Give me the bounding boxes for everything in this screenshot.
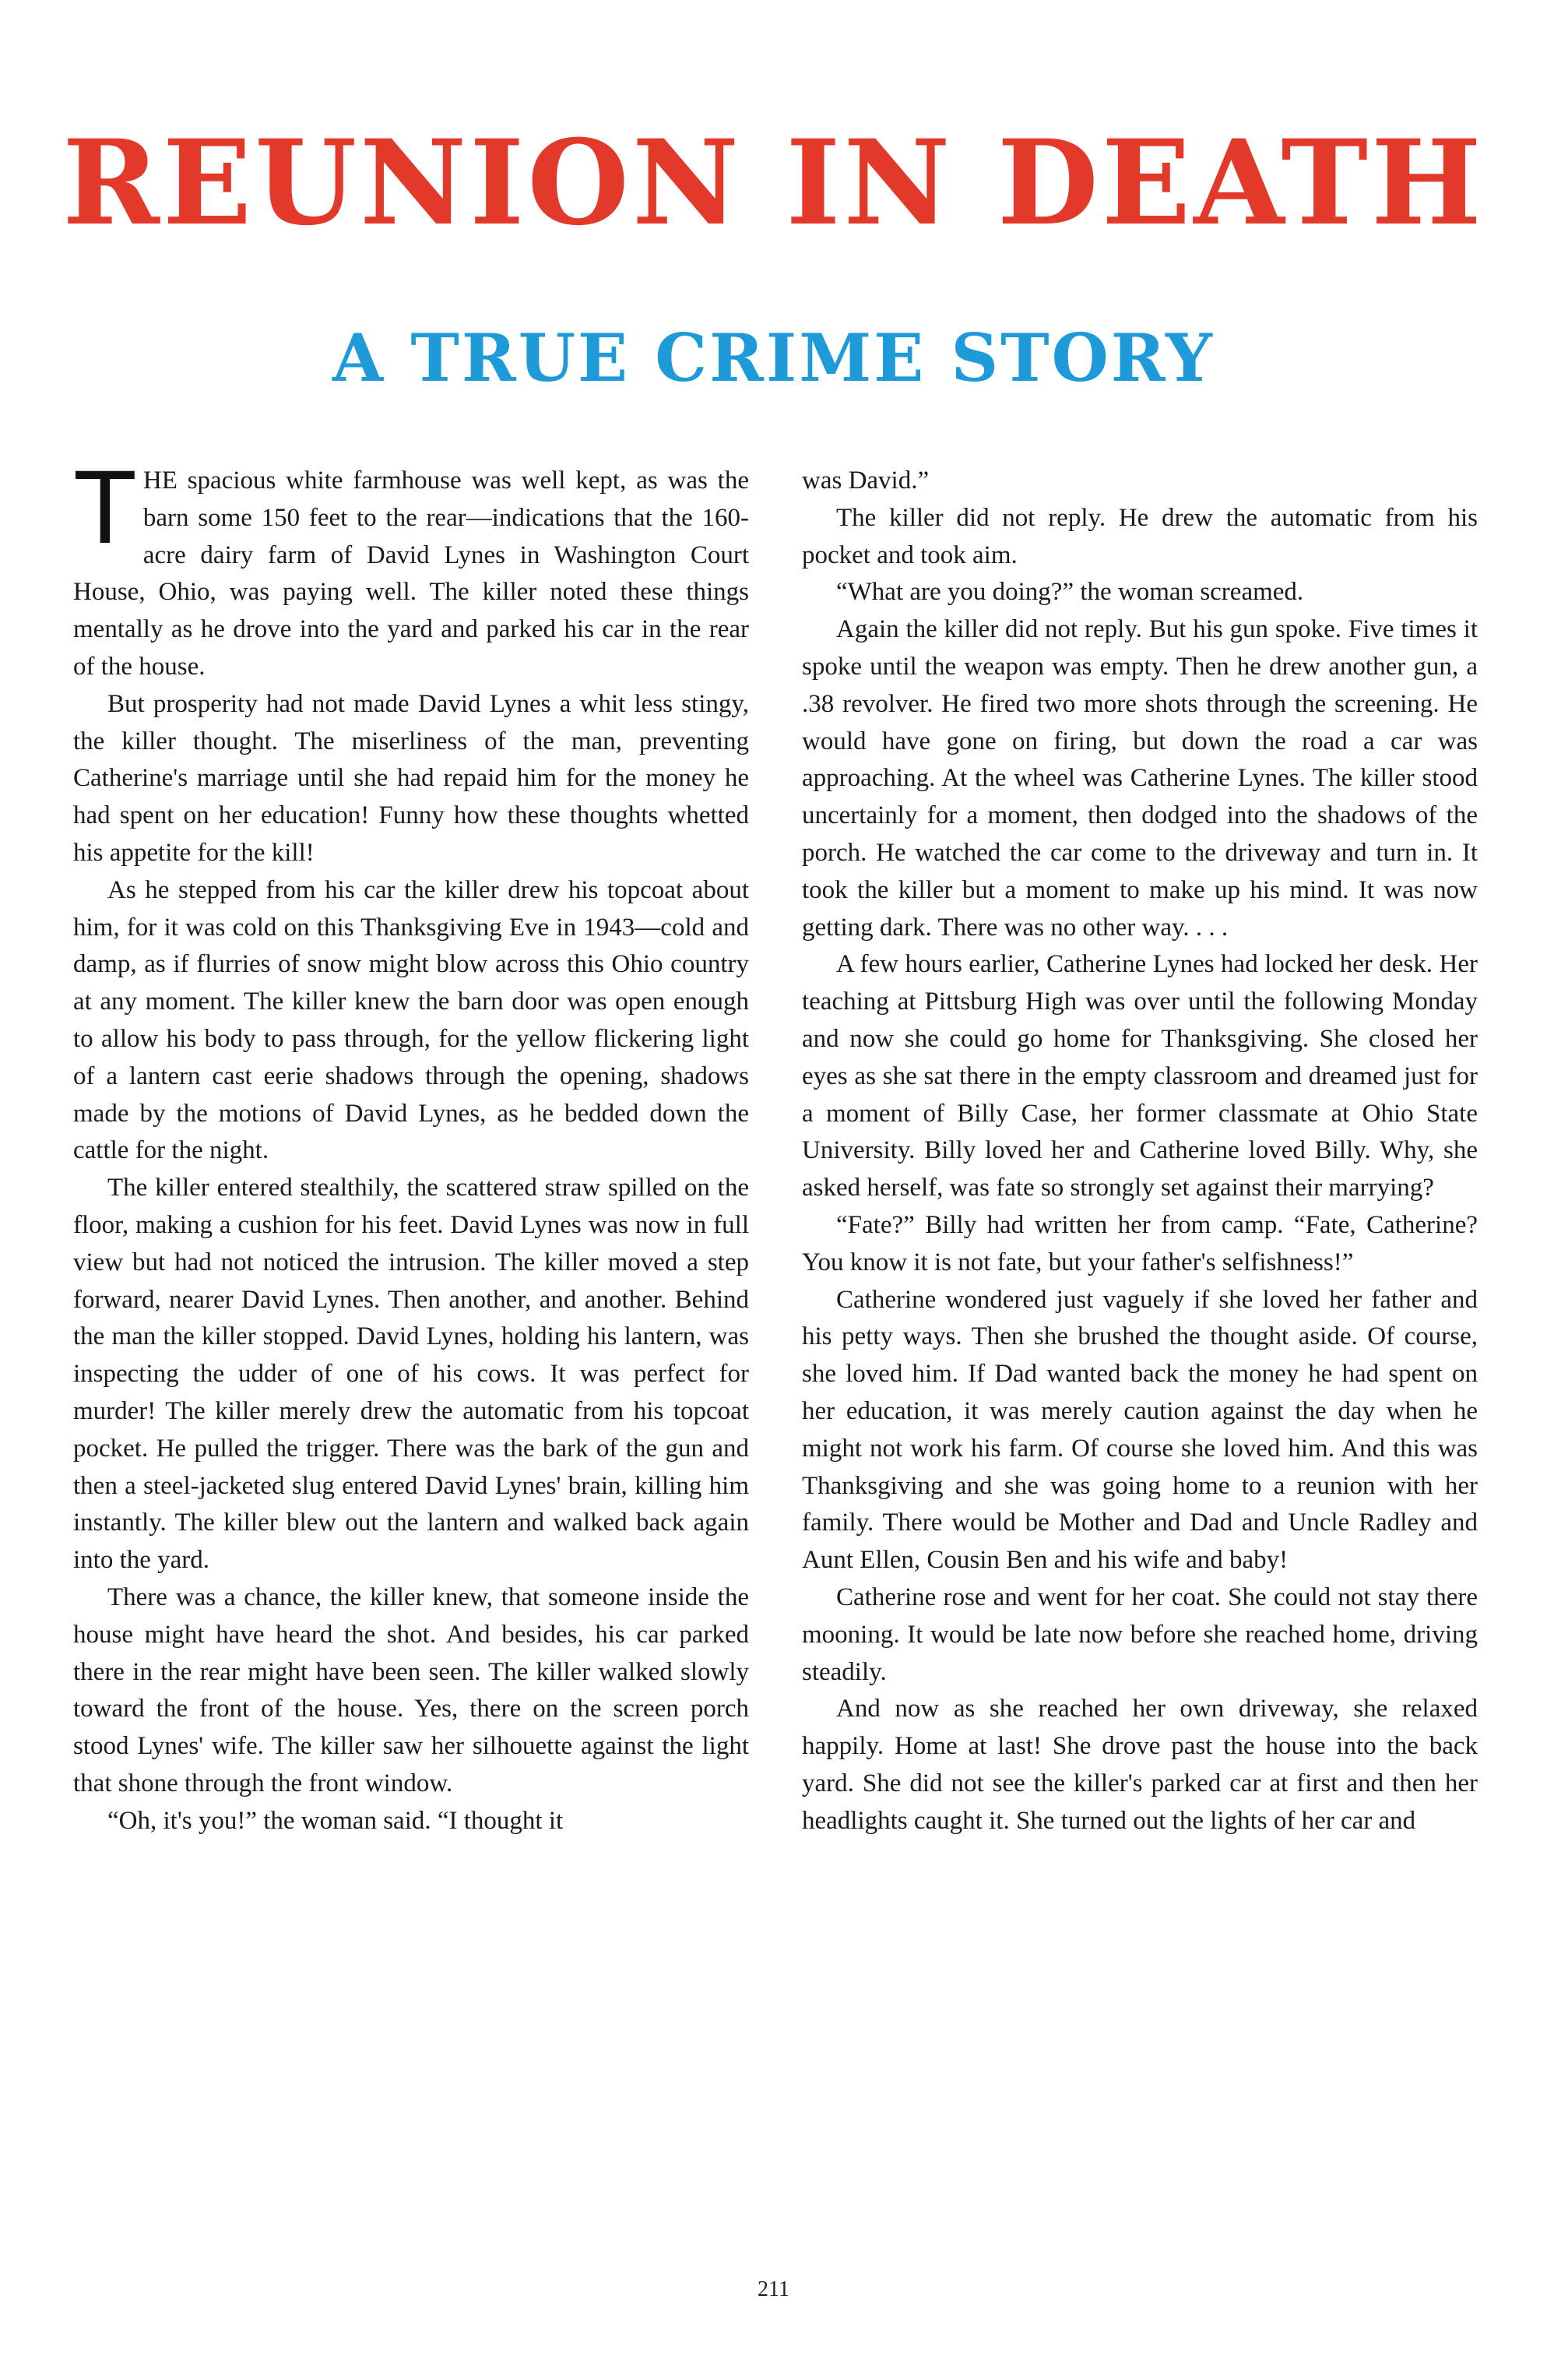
paragraph — [73, 449, 749, 686]
drop-cap: T — [73, 449, 137, 565]
paragraph: And now as she reached her own driveway, she relaxed happily. Home at last! She drove past the house into the back yard. She did not see the killer's parked car at first and then her headlights caught it. She turned out the lights of her car and — [802, 1695, 1478, 1835]
paragraph: “Fate?” Billy had written her from camp. “Fate, Catherine? You know it is not fate, but your father's selfishness!” — [802, 1210, 1478, 1276]
paragraph-text: HE spacious white farmhouse was well kept, as was the barn some 150 feet to the rear—indications that the 160-acre dairy farm of David Lynes in Washington Court House, Ohio, was paying well. The killer noted these things mentally as he drove into the yard and parked his car in the rear of the house. — [73, 466, 749, 681]
paragraph: was David.” — [802, 466, 930, 495]
paragraph: The killer did not reply. He drew the automatic from his pocket and took aim. — [802, 503, 1478, 569]
paragraph: The killer entered stealthily, the scattered straw spilled on the floor, making a cushion for his feet. David Lynes was now in full view but had not noticed the intrusion. The killer moved a step forward, nearer David Lynes. Then another, and another. Behind the man the killer stopped. David Lynes, holding his lantern, was inspecting the udder of one of his cows. It was perfect for murder! The killer merely drew the automatic from his topcoat pocket. He pulled the trigger. There was the bark of the gun and then a steel-jacketed slug entered David Lynes' brain, killing him instantly. The killer blew out the lantern and walked back again into the yard. — [73, 1174, 749, 1575]
paragraph: There was a chance, the killer knew, that someone inside the house might have heard the shot. And besides, his car parked there in the rear might have been seen. The killer walked slowly toward the front of the house. Yes, there on the screen porch stood Lynes' wife. The killer saw her silhouette against the light that shone through the front window. — [73, 1583, 749, 1797]
left-column — [73, 449, 749, 1840]
paragraph: A few hours earlier, Catherine Lynes had locked her desk. Her teaching at Pittsburg High was over until the following Monday and now she could go home for Thanksgiving. She closed her eyes as she sat there in the empty classroom and dreamed just for a moment of Billy Case, her former classmate at Ohio State University. Billy loved her and Catherine loved Billy. Why, she asked herself, was fate so strongly set against their marrying? — [802, 950, 1478, 1202]
paragraph: Catherine rose and went for her coat. She could not stay there mooning. It would be late now before she reached home, driving steadily. — [802, 1583, 1478, 1686]
paragraph: As he stepped from his car the killer drew his topcoat about him, for it was cold on this Thanksgiving Eve in 1943—cold and damp, as if flurries of snow might blow across this Ohio country at any moment. The killer knew the barn door was open enough to allow his body to pass through, for the yellow flickering light of a lantern cast eerie shadows through the opening, shadows made by the motions of David Lynes, as he bedded down the cattle for the night. — [73, 875, 749, 1165]
page-number: 211 — [758, 2277, 789, 2301]
right-column — [802, 463, 1478, 1840]
paragraph: Catherine wondered just vaguely if she loved her father and his petty ways. Then she brushed the thought aside. Of course, she loved him. If Dad wanted back the money he had spent on her education, it was merely caution against the day when he might not work his farm. Of course she loved him. And this was Thanksgiving and she was going home to a reunion with her family. There would be Mother and Dad and Uncle Radley and Aunt Ellen, Cousin Ben and his wife and baby! — [802, 1285, 1478, 1575]
story-title: REUNION IN DEATH — [62, 114, 1485, 252]
paragraph: “Oh, it's you!” the woman said. “I thought it — [107, 1806, 564, 1835]
paragraph: Again the killer did not reply. But his gun spoke. Five times it spoke until the weapon was empty. Then he drew another gun, a .38 revolver. He fired two more shots through the screening. He would have gone on firing, but down the road a car was approaching. At the wheel was Catherine Lynes. The killer stood uncertainly for a moment, then dodged into the shadows of the porch. He watched the car come to the driveway and turn in. It took the killer but a moment to make up his mind. It was now getting dark. There was no other way. . . . — [802, 615, 1478, 942]
story-subtitle: A TRUE CRIME STORY — [332, 319, 1215, 396]
paragraph: “What are you doing?” the woman screamed. — [836, 578, 1304, 607]
paragraph: But prosperity had not made David Lynes a whit less stingy, the killer thought. The miserliness of the man, preventing Catherine's marriage until she had repaid him for the money he had spent on her education! Funny how these thoughts whetted his appetite for the kill! — [73, 689, 749, 867]
